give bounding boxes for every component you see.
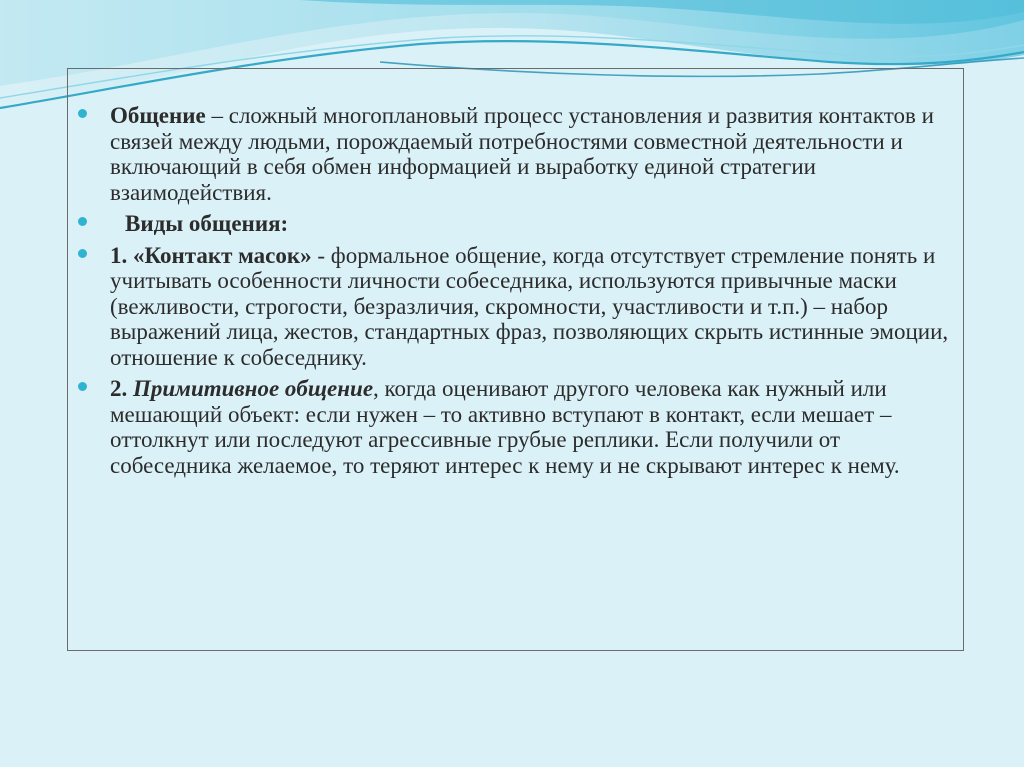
types-heading: Виды общения: — [125, 211, 289, 236]
bullet-item-type-2 — [78, 376, 958, 478]
term-obshchenie: Общение — [110, 103, 206, 128]
bullet-dot-icon — [78, 217, 87, 226]
type-2-term: Примитивное общение — [133, 376, 374, 401]
bullet-dot-icon — [78, 109, 87, 118]
type-2-text: , когда оценивают другого человека как нужный или мешающий объект: если нужен – то активно вступают в контакт, если мешает – оттолкнут или последуют агрессивные грубые реплики. Если получили от собеседника желаемое, то теряют интерес к нему и не скрывают интерес к нему. — [110, 376, 900, 478]
bullet-item-definition — [78, 103, 958, 205]
type-1-term: Контакт масок — [144, 242, 301, 268]
bullet-item-type-1 — [78, 243, 958, 371]
definition-text: – сложный многоплановый процесс установления и развития контактов и связей между людьми, порождаемый потребностями совместной деятельности и включающий в себя обмен информацией и выработку единой стратегии взаимодействия. — [110, 103, 934, 205]
bullet-dot-icon — [78, 249, 87, 258]
type-1-text: - формальное общение, когда отсутствует стремление понять и учитывать особенности личности собеседника, используются привычные маски (вежливости, строгости, безразличия, скромности, участливости и т.п.) – набор выражений лица, жестов, стандартных фраз, позволяющих скрыть истинные эмоции, отношение к собеседнику. — [110, 242, 949, 370]
type-2-prefix: 2. — [110, 376, 133, 401]
bullet-dot-icon — [78, 382, 87, 391]
bullet-item-heading — [78, 211, 958, 237]
bullet-list — [78, 103, 958, 484]
type-1-suffix: » — [300, 242, 312, 268]
type-1-prefix: 1. « — [110, 242, 145, 268]
